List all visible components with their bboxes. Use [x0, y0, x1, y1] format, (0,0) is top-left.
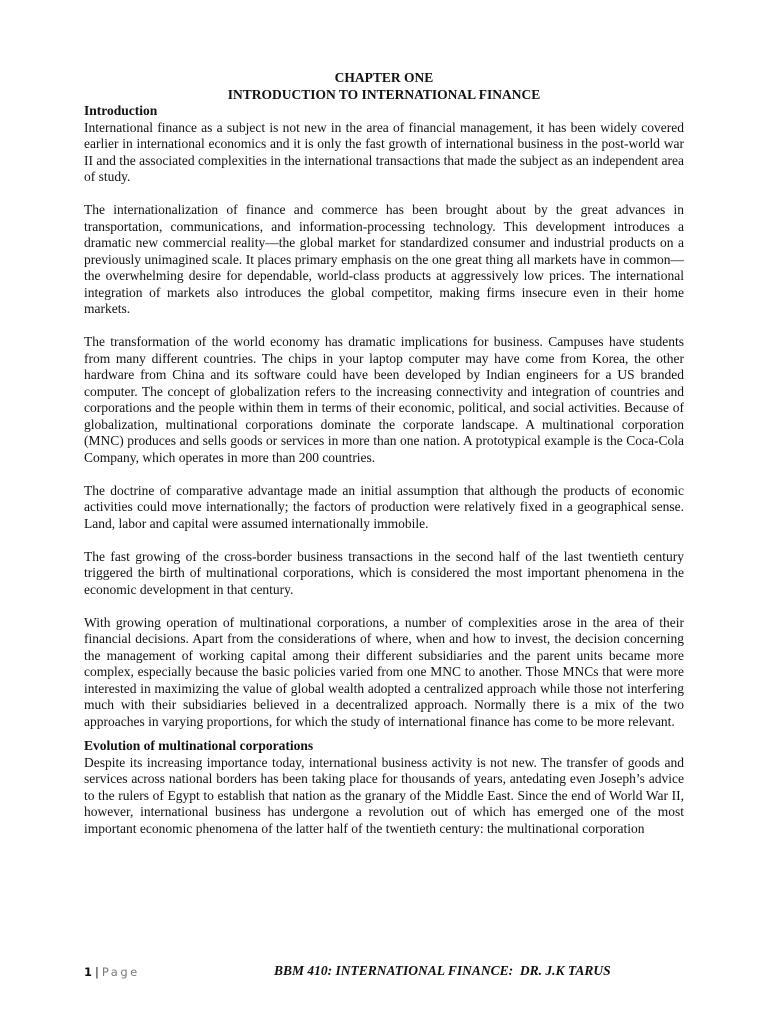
document-page [84, 70, 684, 837]
paragraph: The doctrine of comparative advantage made an initial assumption that although the products of economic activities could move internationally; the factors of production were relatively fixed in a geographical sense. Land, labor and capital were assumed internationally immobile. [84, 482, 684, 531]
course-title: BBM 410: INTERNATIONAL FINANCE: DR. J.K TARUS [274, 963, 611, 978]
section-heading-introduction: Introduction [84, 103, 158, 118]
footer-separator: | [95, 965, 99, 979]
page-number-block [84, 965, 140, 979]
chapter-title: INTRODUCTION TO INTERNATIONAL FINANCE [227, 86, 541, 102]
paragraph: The internationalization of finance and commerce has been brought about by the great advances in transportation, communications, and information-processing technology. This development introduces a dramatic new commercial reality—the global market for standardized consumer and industrial products on a previously unimagined scale. It places primary emphasis on the one great thing all markets have in common—the overwhelming desire for dependable, world-class products at aggressively low prices. The international integration of markets also introduces the global competitor, making firms insecure even in their home markets. [84, 202, 684, 316]
page-number: 1 [84, 965, 93, 979]
paragraph: International finance as a subject is not new in the area of financial management, it has been widely covered earlier in international economics and it is only the fast growth of international business in the post-world war II and the associated complexities in the international transactions that made the subject as an independent area of study. [84, 119, 684, 184]
paragraph: With growing operation of multinational corporations, a number of complexities arose in the area of their financial decisions. Apart from the considerations of where, when and how to invest, the decision concerning the management of working capital among their different subsidiaries and the parent units became more complex, especially because the basic policies varied from one MNC to another. Those MNCs that were more interested in maximizing the value of global wealth adopted a centralized approach while those not interfering much with their subsidiaries believed in a decentralized approach. Normally there is a mix of the two approaches in varying proportions, for which the study of international finance has come to be more relevant. [84, 614, 684, 729]
section-heading-evolution: Evolution of multinational corporations [84, 738, 314, 753]
page-footer [84, 963, 684, 981]
chapter-label: CHAPTER ONE [334, 70, 434, 85]
page-label: Page [101, 965, 140, 979]
paragraph: Despite its increasing importance today, international business activity is not new. The transfer of goods and services across national borders has been taking place for thousands of years, antedating even Joseph’s advice to the rulers of Egypt to establish that nation as the granary of the Middle East. Since the end of World War II, however, international business has undergone a revolution out of which has emerged one of the most important economic phenomena of the latter half of the twentieth century: the multinational corporation [84, 754, 684, 836]
paragraph: The transformation of the world economy has dramatic implications for business. Campuses have students from many different countries. The chips in your laptop computer may have come from Korea, the other hardware from China and its software could have been developed by Indian engineers for a US branded computer. The concept of globalization refers to the increasing connectivity and integration of countries and corporations and the people within them in terms of their economic, political, and social activities. Because of globalization, multinational corporations dominate the corporate landscape. A multinational corporation (MNC) produces and sells goods or services in more than one nation. A prototypical example is the Coca-Cola Company, which operates in more than 200 countries. [84, 334, 684, 465]
paragraph: The fast growing of the cross-border business transactions in the second half of the last twentieth century triggered the birth of multinational corporations, which is considered the most important phenomena in the economic development in that century. [84, 548, 684, 597]
